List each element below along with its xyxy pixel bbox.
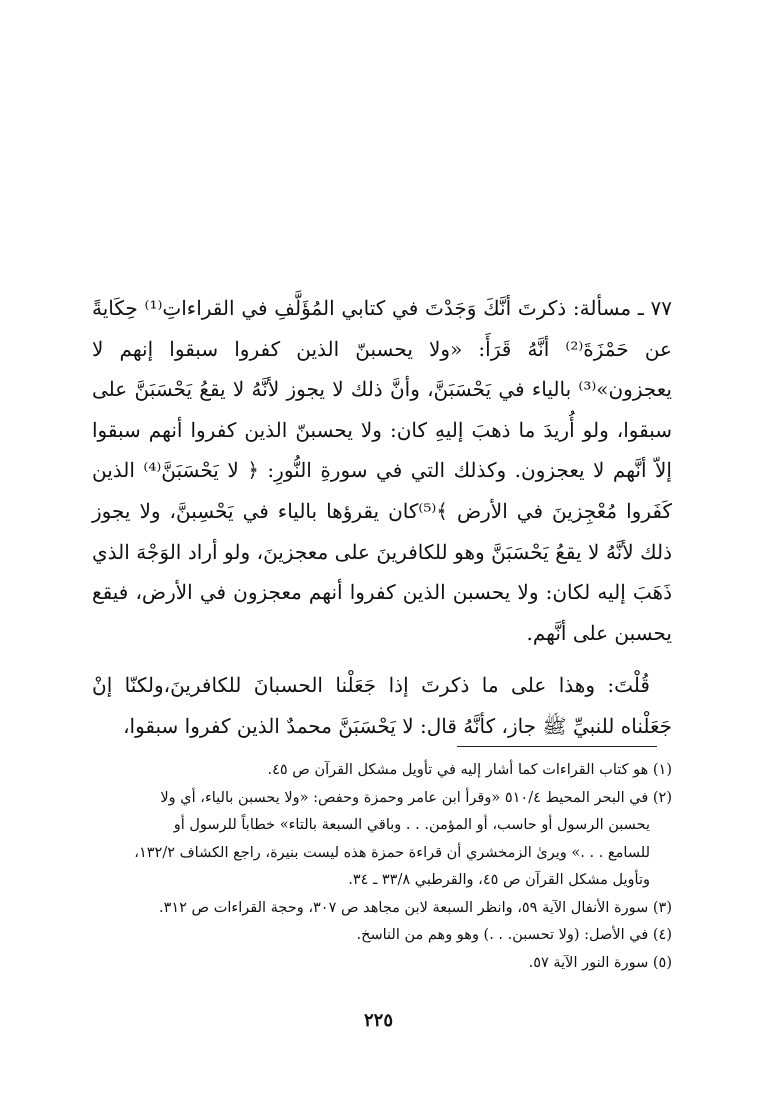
- paragraph-answer: قُلْتَ: وهذا على ما ذكرتَ إذا جَعَلْنا الحسبانَ للكافرينَ،ولكنّا إنْ جَعَلْناه للنبيِّ ﷺ جاز، كأنَّهُ قال: لا يَحْسَبَنَّ محمدٌ الذين كفروا سبقوا،: [92, 673, 672, 738]
- footnote-3: (٣) سورة الأنفال الآية ٥٩، وانظر السبعة لابن مجاهد ص ٣٠٧، وحجة القراءات ص ٣١٢.: [158, 899, 672, 916]
- footnote-2-continuation: يحسبن الرسول أو حاسب، أو المؤمن. . . وباقي السبعة بالتاء» خطاباً للرسول أو: [173, 817, 650, 833]
- footnote-2: (٢) في البحر المحيط ٥١٠/٤ «وقرأ ابن عامر وحمزة وحفص: «ولا يحسبن بالياء، أي ولا: [160, 789, 672, 806]
- footnote-1: (١) هو كتاب القراءات كما أشار إليه في تأويل مشكل القرآن ص ٤٥.: [267, 762, 672, 778]
- footnote-2-continuation: للسامع . . .» ويرىٰ الزمخشري أن قراءة حمزة هذه ليست بنيرة، راجع الكشاف ١٣٢/٢،: [134, 844, 650, 861]
- footnote-2-continuation: وتأويل مشكل القرآن ص ٤٥، والقرطبي ٣٣/٨ ـ ٣٤.: [348, 872, 650, 888]
- footnote-5: (٥) سورة النور الآية ٥٧.: [528, 954, 672, 971]
- page-number: ٢٢٥: [363, 1010, 393, 1031]
- main-text: [92, 288, 672, 747]
- footnotes: [80, 757, 672, 977]
- footnote-4: (٤) في الأصل: (ولا تحسبن. . .) وهو وهم من الناسخ.: [356, 927, 672, 943]
- paragraph-question-77: ٧٧ ـ مسألة: ذكرتَ أنَّكَ وَجَدْتَ في كتابي المُؤَلَّفِ في القراءاتِ⁽¹⁾ حِكَايةً عن حَمْزَةَ⁽²⁾ أنَّهُ قَرَأَ: «ولا يحسبنّ الذين كفروا سبقوا إنهم لا يعجزون»⁽³⁾ بالياء في يَحْسَبَنَّ، وأنَّ ذلك لا يجوز لأنَّهُ لا يقعُ يَحْسَبَنَّ على سبقوا، ولو أُريدَ ما ذهبَ إليهِ كان: ولا يحسبنّ الذين كفروا أنهم سبقوا إلاّ أنَّهم لا يعجزون. وكذلك التي في سورةِ النُّورِ: ﴿ لا يَحْسَبَنَّ⁽⁴⁾ الذين كَفَروا مُعْجِزينَ في الأرض ﴾⁽⁵⁾كان يقرؤها بالياء في يَحْسِبنَّ، ولا يجوز ذلك لأنَّهُ لا يقعُ يَحْسَبَنَّ وهو للكافرينَ على معجزينَ، ولو أراد الوَجْهَ الذي ذَهَبَ إليه لكان: ولا يحسبن الذين كفروا أنهم معجزون في الأرض، فيقع يحسبن على أنَّهم.: [92, 296, 672, 645]
- footnote-divider: [457, 746, 657, 747]
